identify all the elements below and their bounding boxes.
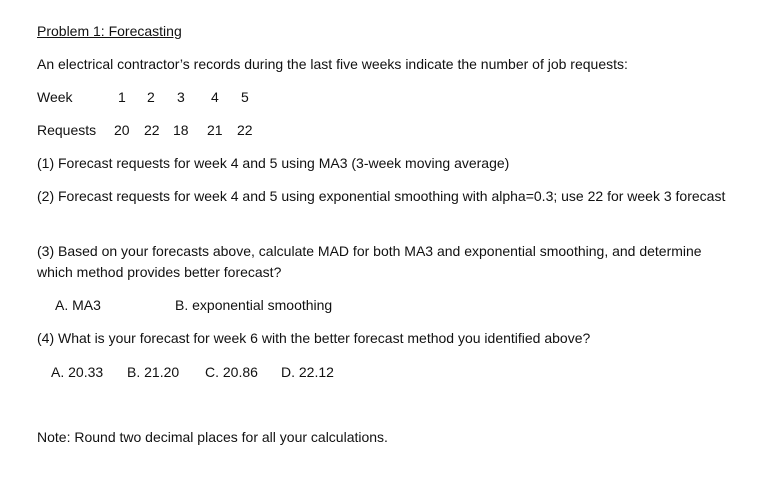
question-2: (2) Forecast requests for week 4 and 5 using exponential smoothing with alpha=0.3; use 22 for week 3 forecast [37, 188, 726, 204]
intro-text: An electrical contractor’s records during the last five weeks indicate the number of job requests: [37, 56, 628, 72]
week-value: 1 [118, 89, 126, 105]
q4-option-d: D. 22.12 [281, 364, 334, 380]
requests-value: 22 [144, 122, 160, 138]
week-label: Week [37, 89, 73, 105]
requests-label: Requests [37, 122, 97, 138]
question-1: (1) Forecast requests for week 4 and 5 using MA3 (3-week moving average) [37, 155, 510, 171]
week-value: 4 [211, 89, 219, 105]
week-value: 5 [241, 89, 249, 105]
week-value: 3 [177, 89, 185, 105]
problem-title: Problem 1: Forecasting [37, 23, 182, 39]
requests-value: 22 [237, 122, 253, 138]
question-4: (4) What is your forecast for week 6 with the better forecast method you identified above? [37, 330, 591, 346]
requests-value: 21 [207, 122, 223, 138]
requests-value: 18 [173, 122, 189, 138]
rounding-note: Note: Round two decimal places for all your calculations. [37, 429, 388, 445]
question-3: (3) Based on your forecasts above, calculate MAD for both MA3 and exponential smoothing, and determine which method provides better forecast? [37, 243, 702, 280]
q3-option-b: B. exponential smoothing [175, 297, 333, 313]
q4-option-c: C. 20.86 [205, 364, 258, 380]
week-value: 2 [147, 89, 155, 105]
q4-option-b: B. 21.20 [127, 364, 180, 380]
requests-value: 20 [114, 122, 130, 138]
q3-option-a: A. MA3 [55, 297, 101, 313]
q4-option-a: A. 20.33 [51, 364, 104, 380]
